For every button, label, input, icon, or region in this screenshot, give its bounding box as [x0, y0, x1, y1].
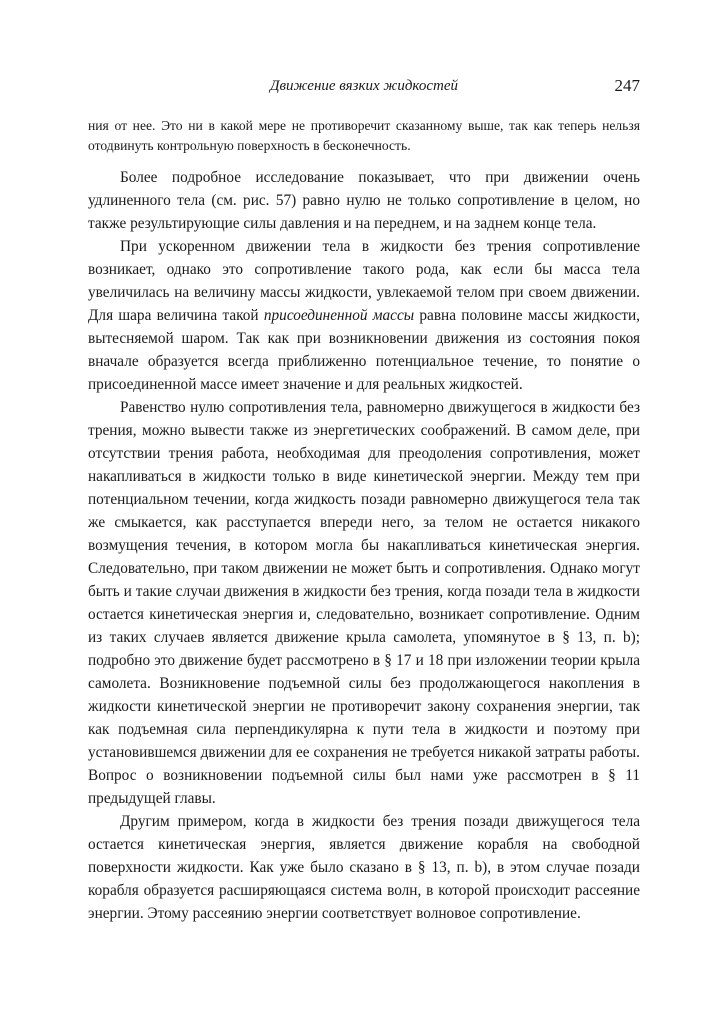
paragraph-ship-waves: Другим примером, когда в жидкости без трения позади движущегося тела остается кинетическая энергия, является движение корабля на свободной поверхности жидкости. Как уже было сказано в § 13, п. b), в этом случае позади корабля образуется расширяющаяся система волн, в которой происходит рассеяние энергии. Этому рассеянию энергии соответствует волновое сопротивление. — [88, 813, 640, 922]
added-mass-term: присоединенной массы — [263, 307, 415, 324]
paragraph-added-mass — [88, 235, 640, 396]
paragraph-continuation: ния от нее. Это ни в какой мере не противоречит сказанному выше, так как теперь нельзя отодвинуть контрольную поверхность в бесконечность. — [88, 118, 640, 153]
running-title: Движение вязких жидкостей — [269, 78, 458, 94]
added-mass-text-before: При ускоренном движении тела в жидкости без трения сопротивление возникает, однако это сопротивление такого рода, как если бы масса тела увеличилась на величину массы жидкости, увлекаемой телом при своем движении. Для шара величина такой — [88, 238, 640, 324]
page-number: 247 — [614, 76, 640, 95]
body-text — [88, 116, 640, 925]
paragraph-elongated-body: Более подробное исследование показывает, что при движении очень удлиненного тела (см. рис. 57) равно нулю не только сопротивление в целом, но также результирующие силы давления и на переднем, и на заднем конце тела. — [88, 169, 640, 232]
paragraph-energy-argument: Равенство нулю сопротивления тела, равномерно движущегося в жидкости без трения, можно вывести также из энергетических соображений. В самом деле, при отсутствии трения работа, необходимая для преодоления сопротивления, может накапливаться в жидкости только в виде кинетической энергии. Между тем при потенциальном течении, когда жидкость позади равномерно движущегося тела так же смыкается, как расступается впереди него, за телом не остается никакого возмущения течения, в котором могла бы накапливаться кинетическая энергия. Следовательно, при таком движении не может быть и сопротивления. Однако могут быть и такие случаи движения в жидкости без трения, когда позади тела в жидкости остается кинетическая энергия и, следовательно, возникает сопротивление. Одним из таких случаев является движение крыла самолета, упомянутое в § 13, п. b); подробно это движение будет рассмотрено в § 17 и 18 при изложении теории крыла самолета. Возникновение подъемной силы без продолжающегося накопления в жидкости кинетической энергии не противоречит закону сохранения энергии, так как подъемная сила перпендикулярна к пути тела в жидкости и поэтому при установившемся движении для ее сохранения не требуется никакой затраты работы. Вопрос о возникновении подъемной силы был нами уже рассмотрен в § 11 предыдущей главы. — [88, 399, 640, 807]
running-head — [88, 75, 640, 97]
added-mass-text-after: равна половине массы жидкости, вытесняемой шаром. Так как при возникновении движения из состояния покоя вначале образуется всегда приближенно потенциальное течение, то понятие о присоединенной массе имеет значение и для реальных жидкостей. — [88, 307, 641, 393]
